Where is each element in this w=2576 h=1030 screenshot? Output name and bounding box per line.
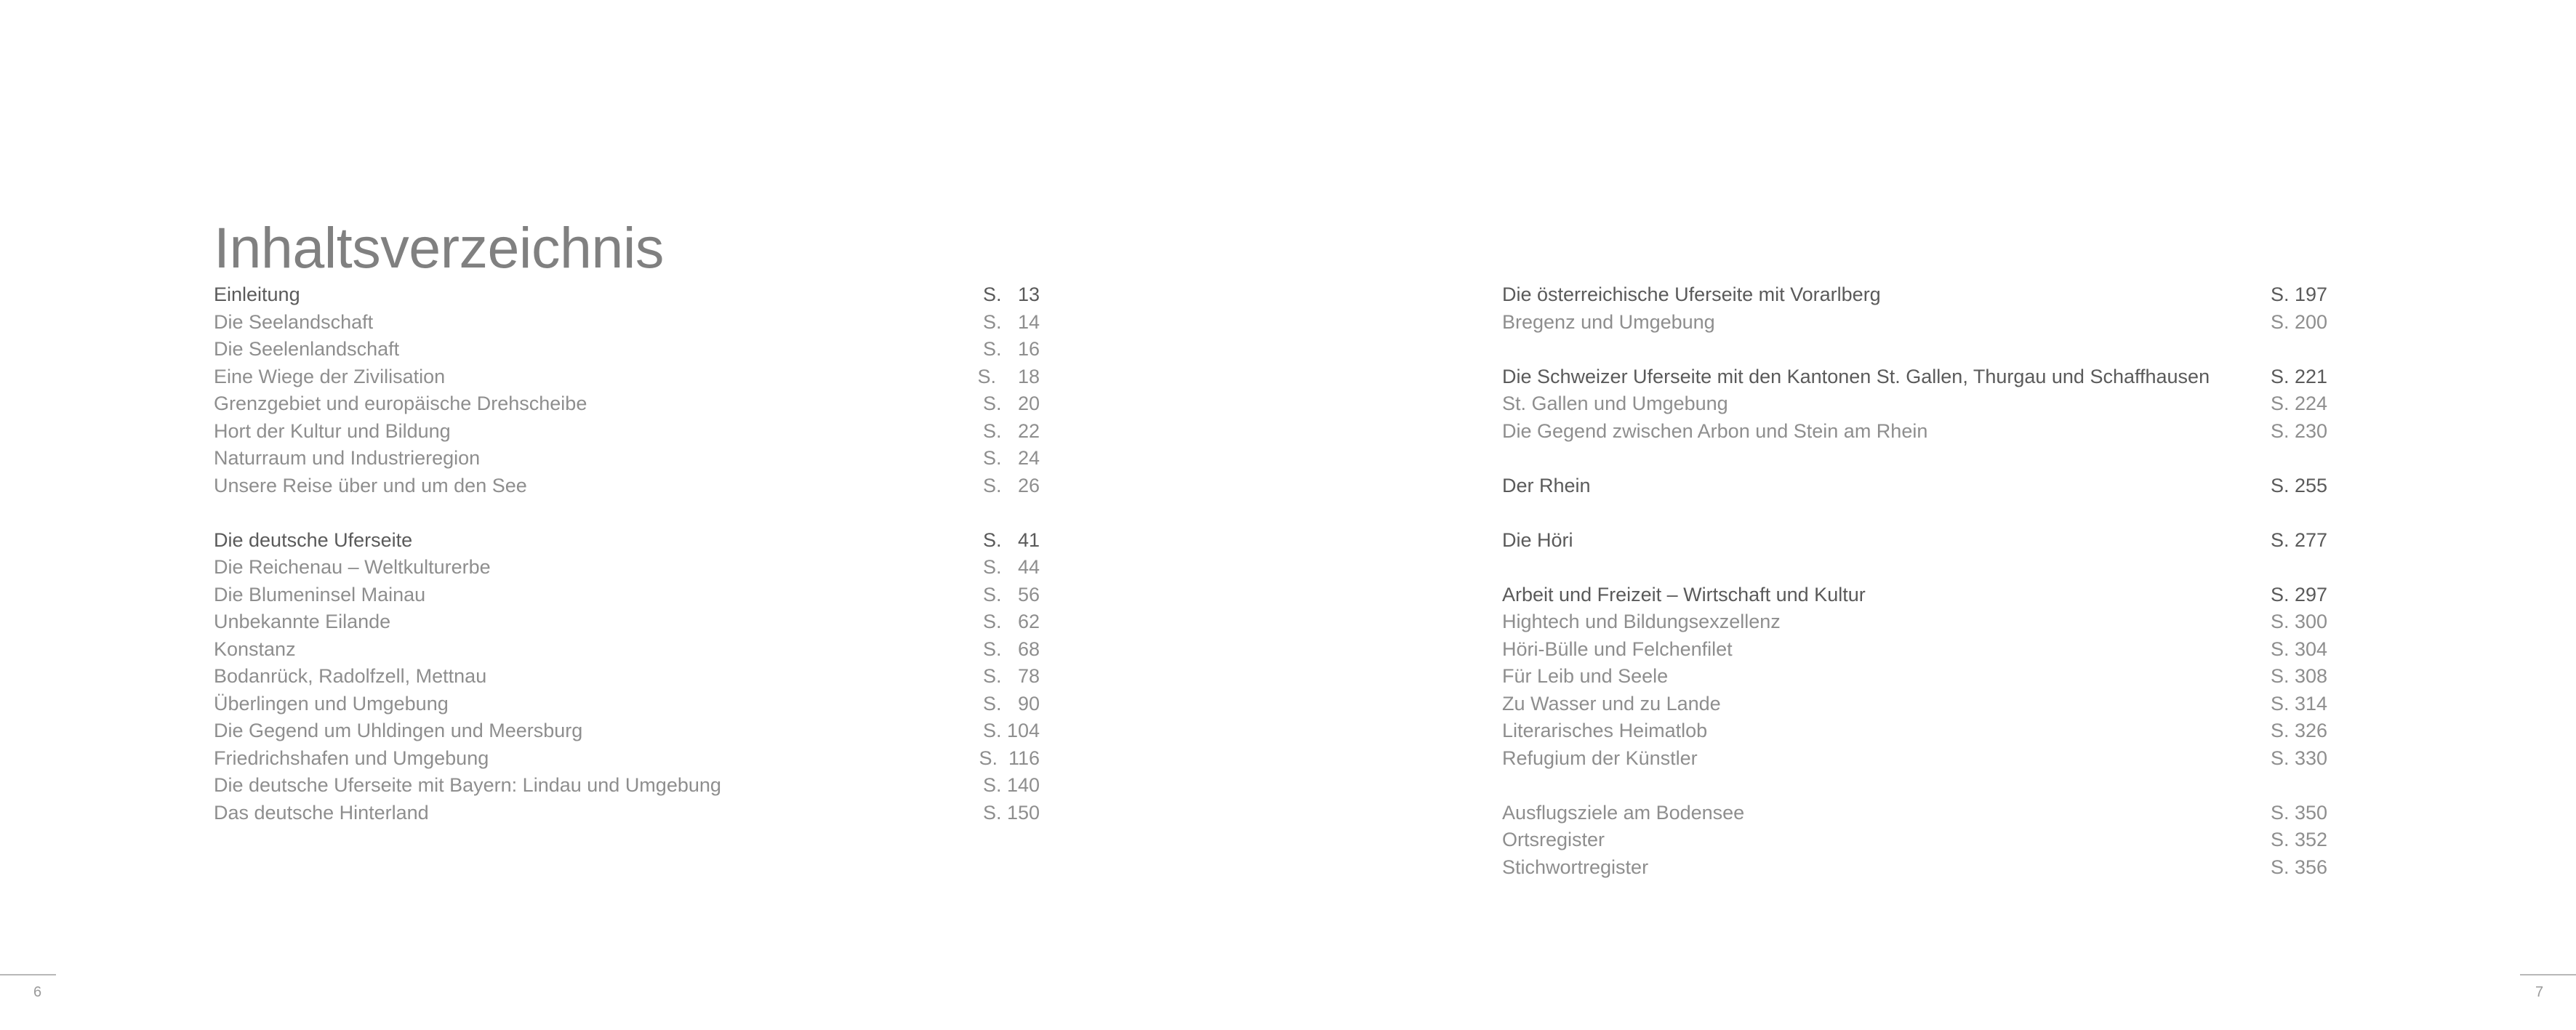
- toc-entry-title: Für Leib und Seele: [1502, 665, 1669, 687]
- toc-entry-page: S. 350: [2270, 801, 2327, 824]
- toc-section-entry[interactable]: [214, 281, 1040, 309]
- toc-entry-page: S. 297: [2270, 583, 2327, 605]
- toc-entry-page: S. 277: [2270, 528, 2327, 551]
- toc-entry[interactable]: [214, 418, 1040, 446]
- toc-entry[interactable]: [1502, 608, 2327, 636]
- toc-entry-page: S. 116: [979, 747, 1040, 769]
- toc-entry-title: St. Gallen und Umgebung: [1502, 393, 1728, 414]
- toc-entry-page: S. 24: [982, 447, 1040, 469]
- toc-entry-page: S. 314: [2270, 692, 2327, 715]
- toc-entry-title: Grenzgebiet und europäische Drehscheibe: [214, 393, 587, 414]
- toc-entry[interactable]: [1502, 390, 2327, 418]
- toc-entry-page: S. 20: [982, 393, 1040, 414]
- toc-spacer: [1502, 499, 2327, 527]
- toc-entry-title: Konstanz: [214, 637, 296, 660]
- toc-entry-title: Literarisches Heimatlob: [1502, 720, 1708, 741]
- toc-entry-title: Überlingen und Umgebung: [214, 692, 449, 715]
- toc-entry[interactable]: [214, 608, 1040, 636]
- toc-entry-title: Einleitung: [214, 283, 300, 305]
- toc-entry-title: Bregenz und Umgebung: [1502, 310, 1715, 333]
- toc-entry[interactable]: [1502, 826, 2327, 854]
- toc-entry[interactable]: [214, 636, 1040, 664]
- toc-entry[interactable]: [214, 309, 1040, 337]
- toc-entry-title: Stichwortregister: [1502, 856, 1649, 878]
- toc-entry-title: Die deutsche Uferseite mit Bayern: Lindau und Umgebung: [214, 774, 721, 796]
- toc-entry[interactable]: [214, 772, 1040, 800]
- toc-entry[interactable]: [1502, 309, 2327, 337]
- toc-entry-title: Unsere Reise über und um den See: [214, 474, 527, 496]
- toc-entry-page: S. 18: [977, 365, 1040, 387]
- toc-entry[interactable]: [214, 445, 1040, 472]
- toc-entry-title: Die deutsche Uferseite: [214, 528, 413, 551]
- toc-section-entry[interactable]: [214, 527, 1040, 555]
- toc-section-entry[interactable]: [1502, 363, 2327, 391]
- toc-entry[interactable]: [1502, 717, 2327, 745]
- toc-entry-title: Die Gegend um Uhldingen und Meersburg: [214, 720, 583, 741]
- toc-entry[interactable]: [214, 691, 1040, 718]
- toc-entry-title: Die Seelenlandschaft: [214, 338, 400, 360]
- toc-entry-page: S. 68: [982, 637, 1040, 660]
- toc-entry-title: Die österreichische Uferseite mit Vorarlberg: [1502, 283, 1881, 305]
- toc-entry[interactable]: [1502, 745, 2327, 773]
- toc-entry-title: Friedrichshafen und Umgebung: [214, 747, 489, 769]
- toc-entry-title: Hort der Kultur und Bildung: [214, 419, 451, 442]
- page-number-left: 6: [33, 984, 42, 1000]
- toc-entry-page: S. 22: [982, 419, 1040, 442]
- toc-entry-page: S. 221: [2270, 365, 2327, 387]
- toc-entry-title: Refugium der Künstler: [1502, 747, 1698, 769]
- toc-entry-page: S. 352: [2270, 829, 2327, 850]
- toc-entry[interactable]: [214, 363, 1040, 391]
- toc-spacer: [214, 499, 1040, 527]
- toc-entry-title: Zu Wasser und zu Lande: [1502, 692, 1721, 715]
- toc-entry-title: Arbeit und Freizeit – Wirtschaft und Kultur: [1502, 583, 1866, 605]
- toc-entry-title: Die Reichenau – Weltkulturerbe: [214, 556, 491, 578]
- toc-entry-title: Die Schweizer Uferseite mit den Kantonen St. Gallen, Thurgau und Schaffhausen: [1502, 365, 2210, 387]
- toc-entry-title: Die Gegend zwischen Arbon und Stein am Rhein: [1502, 419, 1928, 442]
- toc-section-entry[interactable]: [1502, 582, 2327, 609]
- toc-entry-page: S. 230: [2270, 419, 2327, 442]
- toc-entry-page: S. 90: [982, 692, 1040, 715]
- toc-entry-title: Bodanrück, Radolfzell, Mettnau: [214, 665, 487, 687]
- toc-spacer: [1502, 336, 2327, 363]
- toc-entry-title: Unbekannte Eilande: [214, 611, 391, 632]
- toc-entry[interactable]: [214, 582, 1040, 609]
- toc-entry-page: S. 56: [982, 583, 1040, 605]
- toc-entry-page: S. 308: [2270, 665, 2327, 687]
- toc-entry-title: Naturraum und Industrieregion: [214, 447, 481, 469]
- toc-entry[interactable]: [1502, 418, 2327, 446]
- toc-entry-title: Ausflugsziele am Bodensee: [1502, 801, 1745, 824]
- toc-entry-title: Hightech und Bildungsexzellenz: [1502, 611, 1781, 632]
- toc-entry-page: S. 140: [982, 774, 1040, 796]
- toc-entry-page: S. 14: [982, 310, 1040, 333]
- toc-entry[interactable]: [214, 390, 1040, 418]
- toc-entry-page: S. 26: [982, 474, 1040, 496]
- toc-entry-page: S. 300: [2270, 611, 2327, 632]
- toc-spacer: [1502, 772, 2327, 800]
- toc-spacer: [1502, 554, 2327, 582]
- toc-entry[interactable]: [214, 472, 1040, 500]
- toc-section-entry[interactable]: [1502, 527, 2327, 555]
- toc-entry-page: S. 16: [982, 338, 1040, 360]
- toc-spacer: [1502, 445, 2327, 472]
- toc-entry-page: S. 44: [982, 556, 1040, 578]
- toc-entry[interactable]: [214, 717, 1040, 745]
- toc-entry[interactable]: [1502, 636, 2327, 664]
- toc-entry-page: S. 304: [2270, 637, 2327, 660]
- toc-entry[interactable]: [1502, 800, 2327, 827]
- toc-entry-page: S. 255: [2270, 474, 2327, 496]
- toc-entry-page: S. 326: [2270, 720, 2327, 741]
- footer-rule-left: [0, 974, 56, 975]
- toc-entry-title: Höri-Bülle und Felchenfilet: [1502, 637, 1733, 660]
- toc-entry-title: Die Höri: [1502, 528, 1573, 551]
- toc-right-column: [1502, 281, 2327, 881]
- toc-entry[interactable]: [1502, 691, 2327, 718]
- toc-entry-page: S. 78: [982, 665, 1040, 687]
- toc-entry-page: S. 41: [982, 528, 1040, 551]
- toc-section-entry[interactable]: [1502, 472, 2327, 500]
- toc-entry[interactable]: [214, 745, 1040, 773]
- toc-entry-page: S. 104: [982, 720, 1040, 741]
- footer-rule-right: [2520, 974, 2576, 975]
- toc-entry-page: S. 62: [982, 611, 1040, 632]
- toc-entry-title: Das deutsche Hinterland: [214, 801, 429, 824]
- toc-entry-page: S. 197: [2270, 283, 2327, 305]
- toc-entry-page: S. 13: [982, 283, 1040, 305]
- toc-entry-page: S. 330: [2270, 747, 2327, 769]
- toc-entry-page: S. 200: [2270, 310, 2327, 333]
- toc-entry-title: Die Seelandschaft: [214, 310, 374, 333]
- toc-entry[interactable]: [214, 800, 1040, 827]
- toc-entry-page: S. 150: [982, 801, 1040, 824]
- toc-left-column: [214, 281, 1040, 826]
- toc-entry-title: Die Blumeninsel Mainau: [214, 583, 426, 605]
- page-title: Inhaltsverzeichnis: [214, 214, 664, 280]
- toc-section-entry[interactable]: [1502, 281, 2327, 309]
- page-number-right: 7: [2535, 984, 2544, 1000]
- toc-entry-title: Der Rhein: [1502, 474, 1591, 496]
- toc-entry[interactable]: [214, 336, 1040, 363]
- toc-entry[interactable]: [214, 554, 1040, 582]
- toc-entry-page: S. 224: [2270, 393, 2327, 414]
- toc-entry-title: Eine Wiege der Zivilisation: [214, 365, 446, 387]
- toc-entry[interactable]: [214, 663, 1040, 691]
- toc-entry[interactable]: [1502, 854, 2327, 882]
- toc-entry-page: S. 356: [2270, 856, 2327, 878]
- toc-entry-title: Ortsregister: [1502, 829, 1605, 850]
- toc-entry[interactable]: [1502, 663, 2327, 691]
